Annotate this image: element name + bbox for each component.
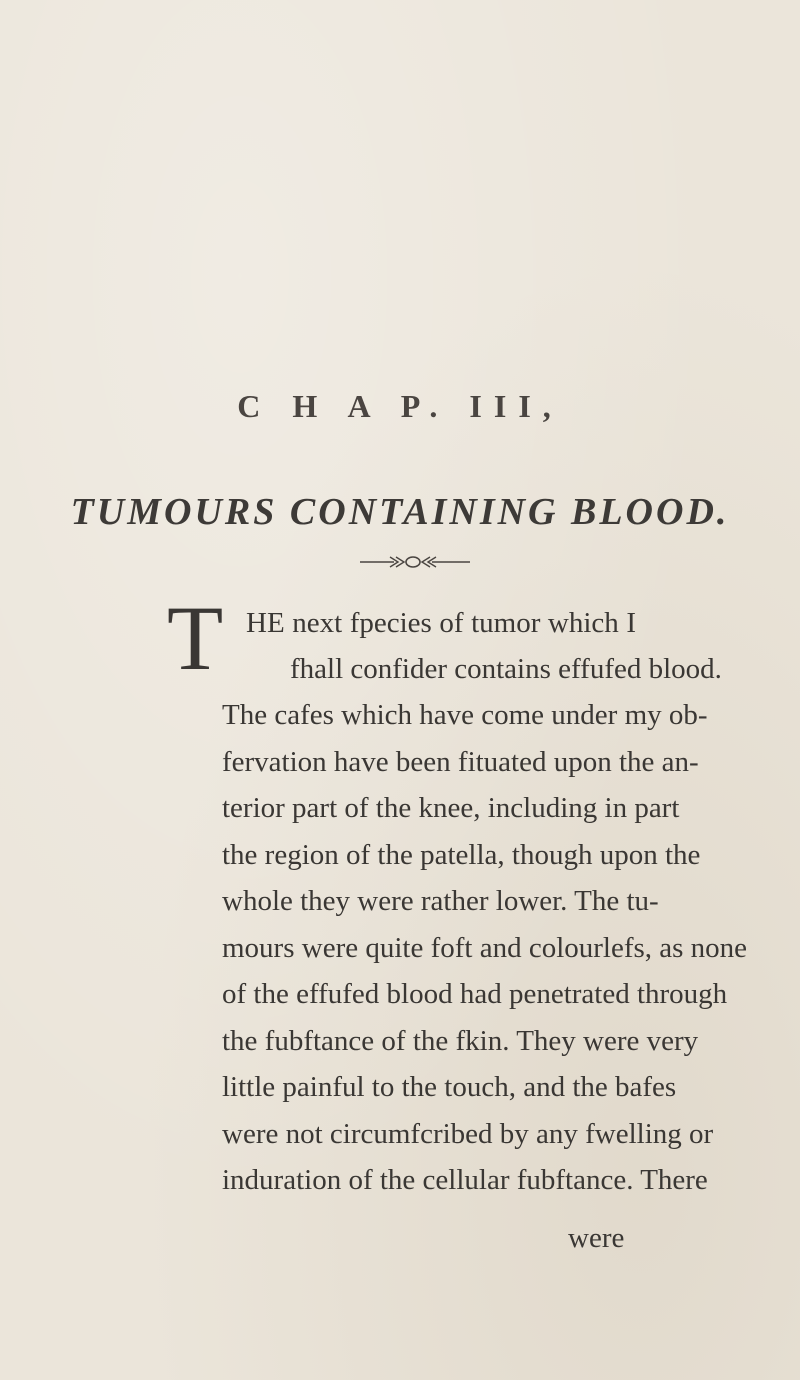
text-line-5: terior part of the knee, including in part [222, 792, 680, 824]
text-line-2: fhall confider contains effufed blood. [290, 653, 722, 685]
paragraph-line [290, 646, 722, 693]
text-line-1: HE next fpecies of tumor which I [246, 607, 636, 639]
text-line-6: the region of the patella, though upon the [222, 838, 701, 871]
paragraph-line [246, 600, 636, 647]
text-line-8: mours were quite foft and colourlefs, as none [222, 931, 748, 964]
drop-cap: T [167, 587, 224, 689]
text-line-11: little painful to the touch, and the bafes [222, 1071, 677, 1103]
chapter-title: TUMOURS CONTAINING BLOOD. [70, 491, 730, 533]
text-line-3: The cafes which have come under my ob- [222, 699, 708, 731]
text-line-10: the fubftance of the fkin. They were very [222, 1024, 699, 1057]
body-paragraph [222, 692, 748, 1204]
text-line-7: whole they were rather lower. The tu- [222, 885, 659, 917]
catchword: were [568, 1222, 625, 1254]
text-line-9: of the effufed blood had penetrated through [222, 978, 728, 1010]
rule-ornament-icon [360, 554, 470, 570]
text-line-13: induration of the cellular fubftance. There [222, 1164, 708, 1196]
text-line-4: fervation have been fituated upon the an- [222, 745, 699, 778]
chapter-heading: C H A P. III, [237, 388, 563, 424]
text-line-12: were not circumfcribed by any fwelling or [222, 1117, 714, 1150]
